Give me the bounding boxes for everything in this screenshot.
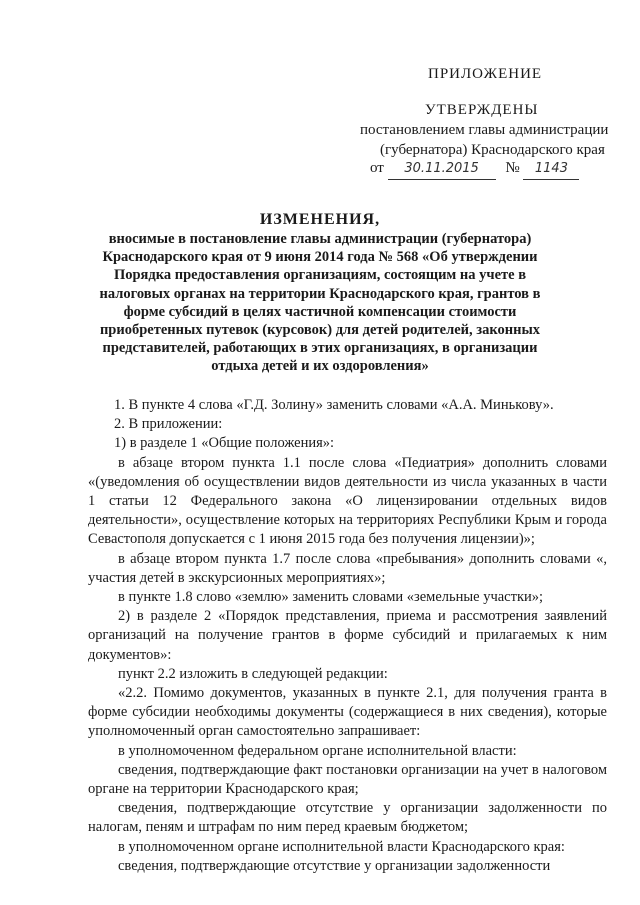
- paragraph-11: сведения, подтверждающие факт постановки организации на учет в налоговом органе на территории Краснодарского края;: [88, 761, 607, 798]
- approval-date-line: [370, 158, 579, 180]
- approved-label: УТВЕРЖДЕНЫ: [425, 102, 539, 118]
- paragraph-12: сведения, подтверждающие отсутствие у организации задолженности по налогам, пеням и штрафам по ним перед краевым бюджетом;: [88, 800, 607, 836]
- paragraph-1: 1. В пункте 4 слова «Г.Д. Золину» заменить словами «А.А. Минькову».: [114, 397, 554, 413]
- paragraph-4: в абзаце втором пункта 1.1 после слова «Педиатрия» дополнить словами «(уведомления об осуществлении видов деятельности из числа указанных в части 1 статьи 12 Федерального закона «О лицензировании отдельных видов деятельности», осуществление которых на территориях Республики Крым и города Севастополя допускается с 1 июня 2015 года без получения лицензии)»;: [88, 454, 607, 548]
- paragraph-10: в уполномоченном федеральном органе исполнительной власти:: [118, 742, 517, 759]
- approval-authority-line2: (губернатора) Краснодарского края: [380, 142, 605, 158]
- handwritten-date: 30.11.2015: [388, 158, 496, 180]
- paragraph-3: 1) в разделе 1 «Общие положения»:: [114, 435, 335, 452]
- document-subtitle: вносимые в постановление главы администрации (губернатора) Краснодарского края от 9 июня 2014 года № 568 «Об утверждении Порядка предоставления организациям, состоящим на учете в налоговых органах на территории Краснодарского края, грантов в форме субсидий в целях частичной компенсации стоимости приобретенных путевок (курсовок) для детей родителей, законных представителей, работающих в этих организациях, в организации отдыха детей и их оздоровления»: [99, 231, 541, 375]
- number-prefix: №: [505, 160, 520, 176]
- paragraph-8: пункт 2.2 изложить в следующей редакции:: [118, 665, 388, 682]
- date-prefix: от: [370, 160, 384, 176]
- paragraph-7: 2) в разделе 2 «Порядок представления, приема и рассмотрения заявлений организаций на получение грантов в форме субсидий и прилагаемых к ним документов»:: [88, 608, 607, 663]
- paragraph-14: сведения, подтверждающие отсутствие у организации задолженности: [118, 857, 551, 874]
- approval-authority-line1: постановлением главы администрации: [360, 122, 609, 138]
- paragraph-13: в уполномоченном органе исполнительной власти Краснодарского края:: [118, 838, 565, 855]
- paragraph-9: «2.2. Помимо документов, указанных в пункте 2.1, для получения гранта в форме субсидии необходимы документы (содержащиеся в них сведения), которые уполномоченный орган самостоятельно запрашивает:: [88, 685, 607, 740]
- appendix-label: ПРИЛОЖЕНИЕ: [428, 66, 543, 82]
- document-title: ИЗМЕНЕНИЯ,: [259, 211, 381, 228]
- handwritten-number: 1143: [523, 158, 579, 180]
- paragraph-5: в абзаце втором пункта 1.7 после слова «пребывания» дополнить словами «, участия детей в экскурсионных мероприятиях»;: [88, 550, 607, 586]
- paragraph-2: 2. В приложении:: [114, 416, 223, 433]
- paragraph-6: в пункте 1.8 слово «землю» заменить словами «земельные участки»;: [118, 589, 544, 606]
- document-body: [88, 396, 607, 876]
